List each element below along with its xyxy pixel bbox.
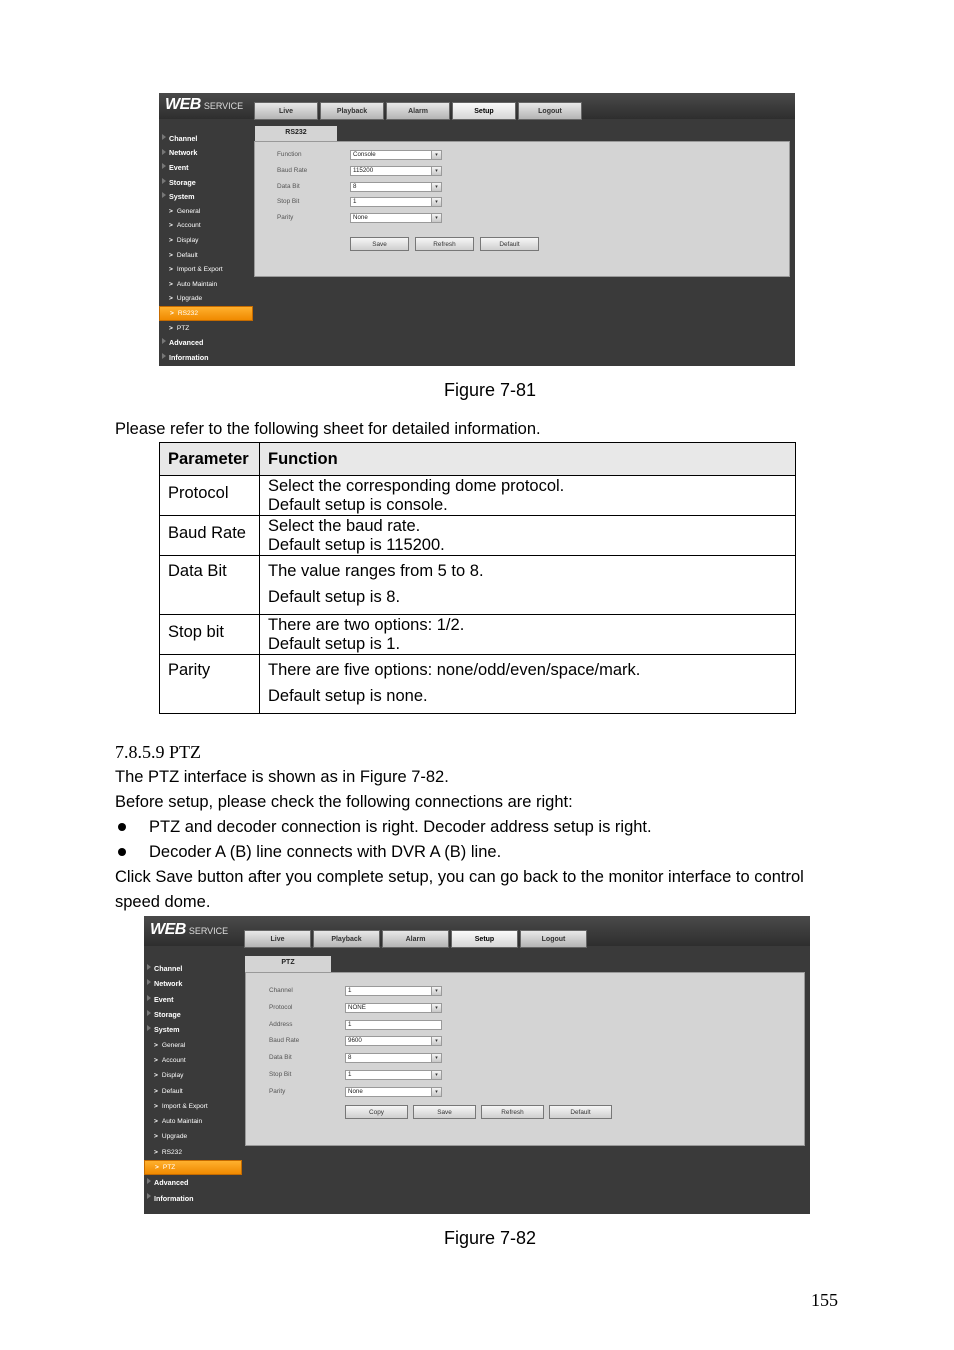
main-nav-tabs — [244, 930, 587, 948]
select-baud-rate[interactable] — [350, 166, 442, 176]
chevron-down-icon[interactable]: ▾ — [431, 1071, 441, 1079]
param-function-cell — [260, 556, 796, 615]
tab-rs232[interactable]: RS232 — [255, 126, 337, 142]
field-value: None — [348, 1087, 363, 1095]
chevron-down-icon[interactable]: ▾ — [431, 214, 441, 222]
param-name-cell — [160, 516, 260, 556]
web-service-logo: WEB SERVICE — [150, 921, 229, 938]
bullet-icon — [118, 848, 126, 856]
figure-7-82-screenshot — [144, 916, 810, 1214]
sidebar-item-label: Channel — [154, 964, 183, 974]
sidebar-item-channel[interactable] — [159, 131, 253, 146]
figure-caption-7-81: Figure 7-81 — [444, 380, 537, 400]
chevron-right-icon: > — [154, 1056, 158, 1064]
param-function-cell — [260, 615, 796, 655]
function-text-line: Select the baud rate. — [268, 517, 421, 535]
chevron-right-icon: > — [154, 1118, 158, 1126]
chevron-right-icon: > — [155, 1164, 159, 1171]
rs232-settings-panel — [254, 141, 790, 277]
nav-tab-live[interactable]: Live — [254, 102, 318, 120]
chevron-down-icon[interactable]: ▾ — [431, 1004, 441, 1012]
sidebar-item-advanced[interactable] — [144, 1175, 242, 1190]
copy-button[interactable]: Copy — [345, 1105, 408, 1119]
nav-tab-setup[interactable]: Setup — [451, 930, 518, 948]
field-value: 1 — [348, 987, 352, 994]
sidebar-item-import-export[interactable] — [144, 1099, 242, 1114]
field-label-data-bit: Data Bit — [277, 182, 300, 190]
nav-tab-logout[interactable]: Logout — [520, 930, 587, 948]
nav-tab-setup[interactable]: Setup — [452, 102, 516, 120]
field-label-stop-bit: Stop Bit — [277, 198, 300, 206]
table-header-parameter: Parameter — [160, 443, 260, 476]
chevron-right-icon: > — [169, 251, 173, 259]
chevron-down-icon[interactable]: ▾ — [431, 1037, 441, 1045]
sidebar-item-label: Upgrade — [161, 1133, 188, 1141]
table-row — [160, 476, 796, 516]
sidebar-item-display[interactable] — [144, 1068, 242, 1083]
field-label-parity: Parity — [269, 1087, 286, 1095]
sidebar-item-label: General — [161, 1041, 186, 1049]
sidebar-item-label: Network — [154, 979, 183, 989]
sidebar-item-ptz[interactable] — [159, 321, 253, 336]
sidebar-item-default[interactable] — [144, 1083, 242, 1098]
chevron-right-icon: > — [154, 1133, 158, 1141]
paragraph-before-setup: Before setup, please check the following connections are right: — [115, 793, 573, 811]
chevron-right-icon: > — [169, 295, 173, 303]
chevron-right-icon: > — [169, 222, 173, 230]
paragraph-click-save: Click Save button after you complete setup, you can go back to the monitor interface to control — [115, 868, 804, 886]
chevron-right-icon: > — [154, 1041, 158, 1049]
param-name-cell — [160, 556, 260, 615]
sidebar-item-information[interactable] — [159, 350, 253, 365]
input-address[interactable] — [345, 1020, 442, 1030]
sidebar-item-label: Account — [161, 1056, 186, 1064]
sidebar-item-information[interactable] — [144, 1190, 242, 1205]
web-service-header — [144, 916, 810, 946]
table-row — [160, 655, 796, 714]
sidebar-item-storage[interactable] — [159, 175, 253, 190]
bullet-item-decoder-connection: PTZ and decoder connection is right. Decoder address setup is right. — [149, 818, 652, 836]
function-text-line: The value ranges from 5 to 8. — [268, 562, 484, 580]
sidebar-item-network[interactable] — [159, 146, 253, 161]
sidebar-item-system[interactable] — [144, 1022, 242, 1037]
sidebar-item-import-export[interactable] — [159, 262, 253, 277]
sidebar-item-label: Event — [154, 994, 174, 1004]
sidebar-item-account[interactable] — [144, 1053, 242, 1068]
intro-paragraph: Please refer to the following sheet for detailed information. — [115, 420, 541, 438]
chevron-right-icon: > — [169, 207, 173, 215]
sidebar-item-rs232[interactable] — [159, 306, 253, 321]
sidebar-item-label: Auto Maintain — [161, 1118, 203, 1126]
function-text-line: Default setup is none. — [268, 687, 428, 705]
nav-tab-playback[interactable]: Playback — [320, 102, 384, 120]
sidebar-item-event[interactable] — [159, 160, 253, 175]
select-data-bit[interactable] — [345, 1053, 442, 1063]
sidebar-item-label: Display — [176, 236, 199, 244]
sidebar-item-label: RS232 — [161, 1148, 183, 1156]
table-row — [160, 556, 796, 615]
sidebar-item-general[interactable] — [159, 204, 253, 219]
sidebar-item-general[interactable] — [144, 1037, 242, 1052]
function-text-line: Default setup is 1. — [268, 635, 401, 653]
sidebar-item-label: System — [154, 1025, 180, 1035]
paragraph-click-save-cont: speed dome. — [115, 893, 211, 911]
param-function-cell — [260, 516, 796, 556]
param-name-cell — [160, 655, 260, 714]
field-label-stop-bit: Stop Bit — [269, 1071, 292, 1078]
chevron-right-icon: > — [154, 1072, 158, 1080]
param-name-cell — [160, 615, 260, 655]
page-number: 155 — [811, 1290, 838, 1310]
param-name: Baud Rate — [168, 524, 246, 542]
chevron-right-icon: > — [169, 324, 173, 332]
chevron-down-icon[interactable]: ▾ — [431, 1088, 441, 1096]
sidebar-item-label: Network — [169, 148, 198, 158]
chevron-down-icon[interactable]: ▾ — [431, 987, 441, 995]
param-name-cell — [160, 476, 260, 516]
settings-sidebar — [159, 131, 253, 365]
field-value: NONE — [348, 1003, 366, 1011]
sidebar-item-label: General — [176, 207, 201, 215]
sidebar-item-label: RS232 — [177, 309, 199, 317]
function-text-line: There are two options: 1/2. — [268, 616, 465, 634]
chevron-down-icon[interactable]: ▾ — [431, 198, 441, 206]
sidebar-item-channel[interactable] — [144, 961, 242, 976]
section-heading: 7.8.5.9 PTZ — [115, 742, 202, 762]
chevron-right-icon: > — [154, 1087, 158, 1095]
field-label-protocol: Protocol — [269, 1003, 293, 1011]
sidebar-item-label: Advanced — [154, 1178, 189, 1188]
chevron-down-icon[interactable]: ▾ — [431, 167, 441, 175]
sidebar-item-label: Upgrade — [176, 295, 203, 303]
sidebar-item-label: System — [169, 192, 195, 202]
select-data-bit[interactable] — [350, 182, 442, 192]
field-label-baud-rate: Baud Rate — [277, 166, 308, 174]
param-function-cell — [260, 476, 796, 516]
save-button[interactable]: Save — [350, 237, 409, 251]
param-name: Stop bit — [168, 623, 224, 641]
sidebar-item-event[interactable] — [144, 992, 242, 1007]
param-name: Parity — [168, 661, 211, 679]
main-nav-tabs — [254, 102, 582, 120]
sidebar-item-label: Information — [154, 1193, 194, 1203]
nav-tab-alarm[interactable]: Alarm — [386, 102, 450, 120]
nav-tab-live[interactable]: Live — [244, 930, 311, 948]
field-value: 1 — [348, 1071, 352, 1078]
sidebar-item-label: Information — [169, 352, 209, 362]
nav-tab-logout[interactable]: Logout — [518, 102, 582, 120]
sidebar-item-system[interactable] — [159, 189, 253, 204]
settings-sidebar — [144, 961, 242, 1206]
select-parity[interactable] — [350, 213, 442, 223]
field-value: 115200 — [353, 166, 374, 174]
parameter-table — [159, 442, 796, 714]
field-label-address: Address — [269, 1020, 293, 1028]
field-label-function: Function — [277, 151, 302, 158]
ptz-button-row — [345, 1105, 612, 1119]
sidebar-item-label: Storage — [154, 1010, 181, 1020]
table-header-function: Function — [260, 443, 796, 476]
field-value: 8 — [353, 182, 357, 190]
sidebar-item-upgrade[interactable] — [159, 292, 253, 307]
select-parity[interactable] — [345, 1087, 442, 1097]
sidebar-item-label: Display — [161, 1072, 184, 1080]
sidebar-item-default[interactable] — [159, 248, 253, 263]
sidebar-item-label: Default — [176, 251, 198, 259]
chevron-right-icon: > — [170, 309, 174, 317]
default-button[interactable]: Default — [480, 237, 539, 251]
table-header-row — [160, 443, 796, 476]
chevron-down-icon[interactable]: ▾ — [431, 151, 441, 159]
sidebar-item-label: Account — [176, 222, 201, 230]
nav-tab-playback[interactable]: Playback — [313, 930, 380, 948]
nav-tab-alarm[interactable]: Alarm — [382, 930, 449, 948]
refresh-button[interactable]: Refresh — [481, 1105, 544, 1119]
sidebar-item-ptz[interactable] — [144, 1160, 242, 1175]
function-text-line: Default setup is console. — [268, 496, 448, 514]
sidebar-item-advanced[interactable] — [159, 335, 253, 350]
figure-caption-7-82: Figure 7-82 — [444, 1228, 537, 1248]
sidebar-item-label: Import & Export — [161, 1102, 208, 1110]
chevron-right-icon: > — [169, 266, 173, 274]
figure-7-81-screenshot — [159, 93, 795, 366]
sidebar-item-label: PTZ — [176, 324, 190, 332]
field-label-data-bit: Data Bit — [269, 1054, 292, 1062]
sidebar-item-storage[interactable] — [144, 1007, 242, 1022]
table-row — [160, 516, 796, 556]
param-name: Protocol — [168, 484, 229, 502]
refresh-button[interactable]: Refresh — [415, 237, 474, 251]
sidebar-item-label: Event — [169, 162, 189, 172]
table-row — [160, 615, 796, 655]
sidebar-item-label: PTZ — [162, 1164, 176, 1171]
field-value: None — [353, 214, 368, 222]
field-label-baud-rate: Baud Rate — [269, 1037, 300, 1045]
sidebar-item-auto-maintain[interactable] — [144, 1114, 242, 1129]
function-text-line: Default setup is 8. — [268, 588, 401, 606]
sidebar-item-label: Default — [161, 1087, 183, 1095]
chevron-down-icon[interactable]: ▾ — [431, 183, 441, 191]
sidebar-item-label: Import & Export — [176, 266, 223, 274]
chevron-down-icon[interactable]: ▾ — [431, 1054, 441, 1062]
paragraph-ptz-interface: The PTZ interface is shown as in Figure 7-82. — [115, 768, 449, 786]
select-stop-bit[interactable] — [350, 197, 442, 207]
bullet-icon — [118, 823, 126, 831]
sidebar-item-label: Auto Maintain — [176, 280, 218, 288]
sidebar-item-label: Storage — [169, 177, 196, 187]
ptz-settings-panel — [245, 972, 805, 1146]
param-name: Data Bit — [168, 562, 227, 580]
field-value: Console — [353, 151, 376, 158]
chevron-right-icon: > — [154, 1102, 158, 1110]
select-protocol[interactable] — [345, 1003, 442, 1013]
field-value: 1 — [348, 1020, 352, 1028]
field-value: 9600 — [348, 1037, 362, 1045]
field-label-channel: Channel — [269, 987, 293, 994]
function-text-line: Default setup is 115200. — [268, 536, 445, 554]
sidebar-item-label: Channel — [169, 133, 198, 143]
select-channel[interactable] — [345, 986, 442, 996]
select-baud-rate[interactable] — [345, 1036, 442, 1046]
sidebar-item-network[interactable] — [144, 976, 242, 991]
tab-ptz[interactable]: PTZ — [245, 956, 331, 973]
sidebar-item-account[interactable] — [159, 219, 253, 234]
sidebar-item-upgrade[interactable] — [144, 1129, 242, 1144]
chevron-right-icon: > — [154, 1148, 158, 1156]
sidebar-item-auto-maintain[interactable] — [159, 277, 253, 292]
save-button[interactable]: Save — [413, 1105, 476, 1119]
web-service-header — [159, 93, 795, 119]
chevron-right-icon: > — [169, 236, 173, 244]
default-button[interactable]: Default — [549, 1105, 612, 1119]
function-text-line: Select the corresponding dome protocol. — [268, 477, 565, 495]
field-value: 8 — [348, 1054, 352, 1062]
field-label-parity: Parity — [277, 214, 294, 222]
web-service-logo: WEB SERVICE — [165, 96, 244, 113]
select-stop-bit[interactable] — [345, 1070, 442, 1080]
function-text-line: There are five options: none/odd/even/space/mark. — [268, 661, 641, 679]
sidebar-item-rs232[interactable] — [144, 1145, 242, 1160]
select-function[interactable] — [350, 150, 442, 160]
bullet-item-line-connection: Decoder A (B) line connects with DVR A (B) line. — [149, 843, 502, 861]
sidebar-item-display[interactable] — [159, 233, 253, 248]
param-function-cell — [260, 655, 796, 714]
field-value: 1 — [353, 198, 357, 206]
chevron-right-icon: > — [169, 280, 173, 288]
sidebar-item-label: Advanced — [169, 338, 204, 348]
rs232-button-row — [350, 237, 539, 251]
